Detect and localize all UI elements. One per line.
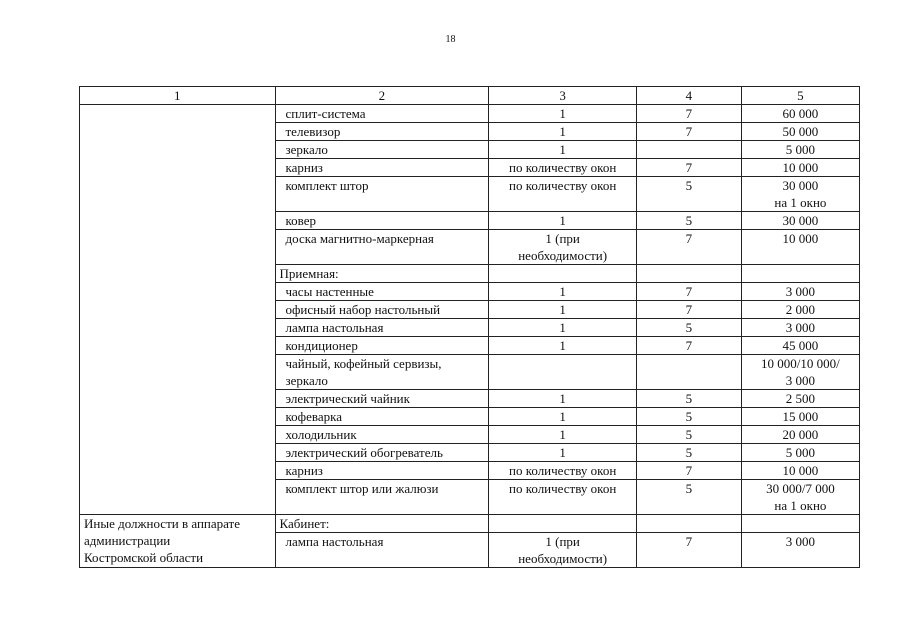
position-name-text: Костромской области	[84, 550, 204, 565]
item-price-text: 10 000	[782, 160, 819, 175]
item-quantity-text: необходимости)	[518, 248, 608, 263]
item-name-text: кондиционер	[285, 338, 358, 353]
item-quantity	[489, 123, 637, 141]
equipment-norms-table	[79, 86, 860, 568]
item-quantity-text: 1	[559, 302, 566, 317]
item-years	[636, 337, 741, 355]
empty-cell	[636, 515, 741, 533]
item-years	[636, 408, 741, 426]
item-price-text: 5 000	[785, 445, 816, 460]
item-quantity	[489, 319, 637, 337]
item-years	[636, 480, 741, 515]
item-years-text: 7	[685, 338, 693, 353]
item-price	[741, 230, 859, 265]
item-years	[636, 141, 741, 159]
item-years	[636, 159, 741, 177]
section-label-text: Кабинет:	[279, 516, 330, 531]
item-name-text: телевизор	[285, 124, 341, 139]
item-name	[275, 462, 489, 480]
item-quantity	[489, 533, 637, 568]
item-years	[636, 355, 741, 390]
item-price-text: 10 000/10 000/	[761, 356, 840, 371]
header-row	[80, 87, 860, 105]
item-price-text: 20 000	[782, 427, 819, 442]
item-name	[275, 177, 489, 212]
item-years-text: 7	[685, 106, 693, 121]
item-price-text: 60 000	[782, 106, 819, 121]
header-col-2: 2	[275, 87, 489, 105]
position-cell-empty	[80, 105, 276, 515]
item-price-text: 3 000	[785, 284, 816, 299]
item-name	[275, 283, 489, 301]
item-years	[636, 105, 741, 123]
item-name-text: электрический чайник	[285, 391, 410, 406]
item-price-text: на 1 окно	[774, 195, 827, 210]
item-quantity-text: 1 (при	[545, 534, 580, 549]
item-quantity	[489, 337, 637, 355]
item-name	[275, 230, 489, 265]
item-years	[636, 177, 741, 212]
item-name	[275, 319, 489, 337]
header-col-5: 5	[741, 87, 859, 105]
item-price	[741, 319, 859, 337]
empty-cell	[741, 515, 859, 533]
item-years-text: 5	[685, 178, 693, 193]
item-quantity	[489, 301, 637, 319]
item-name-text: электрический обогреватель	[285, 445, 443, 460]
item-name	[275, 301, 489, 319]
header-col-4: 4	[636, 87, 741, 105]
item-years-text: 7	[685, 534, 693, 549]
item-name-text: карниз	[285, 463, 323, 478]
item-price	[741, 123, 859, 141]
item-price-text: 3 000	[785, 373, 816, 388]
item-quantity-text: по количеству окон	[509, 481, 617, 496]
item-quantity	[489, 283, 637, 301]
item-price-text: 10 000	[782, 463, 819, 478]
item-years	[636, 462, 741, 480]
item-years-text: 7	[685, 124, 693, 139]
item-price	[741, 533, 859, 568]
item-price-text: 30 000	[782, 178, 819, 193]
item-quantity	[489, 159, 637, 177]
item-years	[636, 301, 741, 319]
item-price	[741, 212, 859, 230]
item-years	[636, 230, 741, 265]
position-name	[80, 515, 276, 568]
item-years	[636, 212, 741, 230]
item-quantity-text: 1	[559, 142, 566, 157]
item-price-text: 50 000	[782, 124, 819, 139]
item-name-text: сплит-система	[285, 106, 366, 121]
item-quantity	[489, 462, 637, 480]
item-price-text: 15 000	[782, 409, 819, 424]
item-name-text: карниз	[285, 160, 323, 175]
empty-cell	[636, 265, 741, 283]
item-quantity-text: 1	[559, 124, 566, 139]
item-years-text: 5	[685, 320, 693, 335]
item-price-text: 3 000	[785, 534, 816, 549]
item-years	[636, 123, 741, 141]
item-years-text: 5	[685, 391, 693, 406]
item-years	[636, 319, 741, 337]
item-quantity-text: по количеству окон	[509, 178, 617, 193]
item-quantity-text: 1	[559, 409, 566, 424]
item-price-text: 2 000	[785, 302, 816, 317]
item-name	[275, 105, 489, 123]
empty-cell	[489, 265, 637, 283]
item-price	[741, 444, 859, 462]
item-quantity-text: по количеству окон	[509, 463, 617, 478]
item-price	[741, 408, 859, 426]
item-name	[275, 355, 489, 390]
item-price-text: 3 000	[785, 320, 816, 335]
item-years-text: 5	[685, 409, 693, 424]
item-quantity-text: необходимости)	[518, 551, 608, 566]
item-price-text: 5 000	[785, 142, 816, 157]
item-quantity-text: 1	[559, 106, 566, 121]
item-name	[275, 408, 489, 426]
item-quantity	[489, 426, 637, 444]
item-price	[741, 390, 859, 408]
item-years-text: 5	[685, 427, 693, 442]
item-price-text: 45 000	[782, 338, 819, 353]
item-name-text: ковер	[285, 213, 316, 228]
item-name	[275, 123, 489, 141]
item-quantity	[489, 105, 637, 123]
item-years-text: 5	[685, 481, 693, 496]
item-name-text: кофеварка	[285, 409, 342, 424]
item-price-text: 30 000/7 000	[766, 481, 835, 496]
item-quantity-text: 1	[559, 284, 566, 299]
item-years	[636, 426, 741, 444]
item-price	[741, 105, 859, 123]
item-years	[636, 283, 741, 301]
item-quantity-text: 1	[559, 213, 566, 228]
item-years-text: 7	[685, 463, 693, 478]
position-name-text: администрации	[84, 533, 171, 548]
item-name-text: чайный, кофейный сервизы,	[285, 356, 442, 371]
item-quantity-text: 1	[559, 338, 566, 353]
table-row	[80, 515, 860, 533]
item-quantity	[489, 177, 637, 212]
item-quantity	[489, 408, 637, 426]
empty-cell	[489, 515, 637, 533]
item-price	[741, 159, 859, 177]
position-name-text: Иные должности в аппарате	[84, 516, 241, 531]
item-quantity	[489, 141, 637, 159]
item-years	[636, 444, 741, 462]
item-name-text: комплект штор или жалюзи	[285, 481, 439, 496]
empty-cell	[741, 265, 859, 283]
item-quantity-text: 1	[559, 427, 566, 442]
item-years-text: 5	[685, 445, 693, 460]
item-name-text: холодильник	[285, 427, 357, 442]
item-quantity	[489, 230, 637, 265]
item-name	[275, 426, 489, 444]
item-name-text: зеркало	[285, 142, 328, 157]
item-name-text: зеркало	[285, 373, 328, 388]
item-name	[275, 480, 489, 515]
item-price	[741, 177, 859, 212]
item-price	[741, 301, 859, 319]
item-name	[275, 159, 489, 177]
item-price	[741, 355, 859, 390]
item-name-text: лампа настольная	[285, 534, 384, 549]
item-years-text: 7	[685, 160, 693, 175]
header-col-3: 3	[489, 87, 637, 105]
item-price-text: на 1 окно	[774, 498, 827, 513]
item-price-text: 2 500	[785, 391, 816, 406]
item-quantity	[489, 390, 637, 408]
item-name-text: доска магнитно-маркерная	[285, 231, 434, 246]
item-quantity-text: 1	[559, 445, 566, 460]
item-price	[741, 141, 859, 159]
item-price-text: 10 000	[782, 231, 819, 246]
item-price	[741, 426, 859, 444]
item-quantity-text: 1 (при	[545, 231, 580, 246]
item-name-text: офисный набор настольный	[285, 302, 441, 317]
item-quantity	[489, 444, 637, 462]
item-years	[636, 533, 741, 568]
item-name	[275, 337, 489, 355]
item-name	[275, 390, 489, 408]
item-quantity-text: по количеству окон	[509, 160, 617, 175]
page-number: 18	[445, 34, 456, 45]
table-row	[80, 105, 860, 123]
item-quantity	[489, 480, 637, 515]
item-price	[741, 480, 859, 515]
item-years	[636, 390, 741, 408]
item-name	[275, 444, 489, 462]
section-label-text: Приемная:	[279, 266, 339, 281]
item-name	[275, 533, 489, 568]
item-years-text: 7	[685, 302, 693, 317]
item-quantity-text: 1	[559, 391, 566, 406]
item-name-text: лампа настольная	[285, 320, 384, 335]
item-years-text: 5	[685, 213, 693, 228]
item-name-text: комплект штор	[285, 178, 369, 193]
item-price	[741, 337, 859, 355]
item-price-text: 30 000	[782, 213, 819, 228]
section-label	[275, 265, 489, 283]
item-price	[741, 283, 859, 301]
item-name-text: часы настенные	[285, 284, 374, 299]
item-quantity	[489, 212, 637, 230]
header-col-1: 1	[80, 87, 276, 105]
item-quantity-text: 1	[559, 320, 566, 335]
item-years-text: 7	[685, 284, 693, 299]
section-label	[275, 515, 489, 533]
item-name	[275, 141, 489, 159]
item-name	[275, 212, 489, 230]
item-years-text: 7	[685, 231, 693, 246]
item-price	[741, 462, 859, 480]
item-quantity	[489, 355, 637, 390]
